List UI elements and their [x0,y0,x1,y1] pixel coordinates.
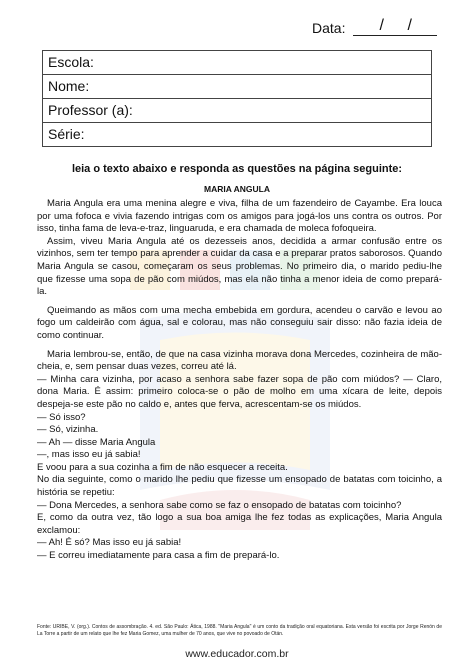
story-paragraph: —, mas isso eu já sabia! [37,449,141,461]
story-paragraph: — Só isso? [37,411,86,423]
school-field[interactable]: Escola: [43,51,431,75]
source-citation: Fonte: URIBE, V. (org.). Contos de assombração. 4. ed. São Paulo: Ática, 1988. "Maria Angula" é um conto da tradição oral equatoriana. Esta versão foi escrita por Jorge Renón de La Torre a partir de um relato que lhe fez Maria Gomez, uma mulher de 70 anos, que vive no povoado de Otán. [37,624,442,637]
story-paragraph: Assim, viveu Maria Angula até os dezesseis anos, decidida a armar confusão entre os vizinhos, sem ter tempo para aprender a cuidar da casa e a preparar pratos saborosos. Quando Maria Angula se casou, começaram os seus problemas. No primeiro dia, o marido pediu-lhe que fizesse uma sopa de pão com miúdos, mas ela não tinha a menor ideia de como prepará-la. [37,235,442,298]
story-title: MARIA ANGULA [204,184,270,194]
story-paragraph: Maria Angula era uma menina alegre e viva, filha de um fazendeiro de Cayambe. Era louca por uma fofoca e vivia fazendo intrigas com os amigos para jogá-los uns contra os outros. Por isso, tinha fama de leva-e-traz, linguaruda, e era chamada de moleca fofoqueira. [37,198,442,235]
story-paragraph: — Só, vizinha. [37,424,99,436]
date-label: Data: [312,20,346,36]
instruction-text: leia o texto abaixo e responda as questões na página seguinte: [71,163,403,175]
grade-field[interactable]: Série: [48,126,85,142]
date-blank[interactable]: / / [353,21,437,36]
story-paragraph: — E correu imediatamente para casa a fim de prepará-lo. [37,550,280,562]
story-body [37,198,442,563]
story-paragraph: Queimando as mãos com uma mecha embebida em gordura, acendeu o carvão e levou ao fogo um caldeirão com água, sal e colorau, mas não conseguiu sair disso: não fazia ideia de como continuar. [37,304,442,341]
story-paragraph: E voou para a sua cozinha a fim de não esquecer a receita. [37,461,288,473]
date-field [312,16,437,36]
story-paragraph: — Minha cara vizinha, por acaso a senhora sabe fazer sopa de pão com miúdos? — Claro, dona Maria. É assim: primeiro coloca-se o pão de molho em uma xícara de leite, depois despeja-se este pão no caldo e, antes que ferva, acrescentam-se os miúdos. [37,373,442,410]
story-paragraph: No dia seguinte, como o marido lhe pediu que fizesse um ensopado de batatas com toicinho, a história se repetiu: [37,474,442,499]
student-info-table [42,50,432,147]
story-paragraph: — Ah — disse Maria Angula [37,436,156,448]
footer-url[interactable]: www.educador.com.br [185,648,289,660]
story-paragraph: — Ah! É só? Mas isso eu já sabia! [37,537,182,549]
name-field[interactable]: Nome: [43,75,431,99]
story-paragraph: — Dona Mercedes, a senhora sabe como se faz o ensopado de batatas com toicinho? [37,499,402,511]
story-paragraph: E, como da outra vez, tão logo a sua boa amiga lhe fez todas as explicações, Maria Angula exclamou: [37,512,442,536]
story-paragraph: Maria lembrou-se, então, de que na casa vizinha morava dona Mercedes, cozinheira de mão-cheia, e, sem pensar duas vezes, correu até lá. [37,348,442,373]
teacher-field[interactable]: Professor (a): [43,99,431,123]
